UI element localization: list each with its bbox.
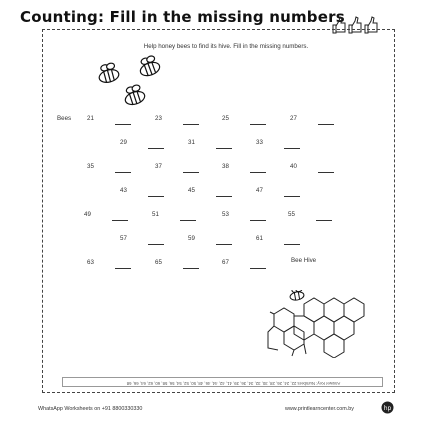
answer-blank[interactable] (250, 124, 266, 125)
given-number: 65 (155, 259, 162, 266)
given-number: 67 (222, 259, 229, 266)
bee-hive-label: Bee Hive (291, 257, 317, 264)
given-number: 59 (188, 235, 195, 242)
answer-blank[interactable] (284, 148, 300, 149)
given-number: 43 (120, 187, 127, 194)
answer-blank[interactable] (318, 124, 334, 125)
answer-blank[interactable] (183, 268, 199, 269)
answer-blank[interactable] (183, 124, 199, 125)
given-number: 45 (188, 187, 195, 194)
given-number: 61 (256, 235, 263, 242)
given-number: 49 (84, 211, 91, 218)
svg-text:hp: hp (383, 404, 392, 412)
row-label: Bees (57, 115, 72, 122)
hp-logo-icon (381, 401, 394, 414)
answer-blank[interactable] (112, 220, 128, 221)
given-number: 23 (155, 115, 162, 122)
answer-blank[interactable] (115, 172, 131, 173)
given-number: 40 (290, 163, 297, 170)
given-number: 33 (256, 139, 263, 146)
answer-blank[interactable] (148, 244, 164, 245)
given-number: 47 (256, 187, 263, 194)
answer-blank[interactable] (115, 124, 131, 125)
answer-blank[interactable] (250, 220, 266, 221)
given-number: 38 (222, 163, 229, 170)
bees-illustration (95, 52, 170, 112)
given-number: 25 (222, 115, 229, 122)
answer-blank[interactable] (148, 196, 164, 197)
given-number: 53 (222, 211, 229, 218)
footer-whatsapp: WhatsApp Worksheets on +91 8800330330 (38, 406, 143, 412)
answer-blank[interactable] (216, 148, 232, 149)
answer-blank[interactable] (216, 196, 232, 197)
given-number: 29 (120, 139, 127, 146)
answer-key-text: Answer Key: Numbers 22, 24, 26, 28, 30, 32, 34, 36, 39, 41, 42, 44, 46, 48, 50, 52, 54, 56, 58, 60, 62, 64, 66, 68 (126, 381, 341, 386)
answer-blank[interactable] (250, 268, 266, 269)
answer-blank[interactable] (180, 220, 196, 221)
answer-blank[interactable] (284, 196, 300, 197)
page-title: Counting: Fill in the missing numbers (20, 8, 345, 26)
answer-blank[interactable] (318, 172, 334, 173)
given-number: 57 (120, 235, 127, 242)
instruction-text: Help honey bees to find its hive. Fill in the missing numbers. (143, 43, 309, 50)
given-number: 55 (288, 211, 295, 218)
answer-blank[interactable] (148, 148, 164, 149)
answer-blank[interactable] (183, 172, 199, 173)
footer-website: www.printlearncenter.com.by (285, 406, 354, 412)
given-number: 35 (87, 163, 94, 170)
answer-blank[interactable] (316, 220, 332, 221)
beehive-illustration (264, 290, 369, 358)
answer-blank[interactable] (284, 244, 300, 245)
given-number: 37 (155, 163, 162, 170)
answer-blank[interactable] (216, 244, 232, 245)
given-number: 51 (152, 211, 159, 218)
answer-blank[interactable] (115, 268, 131, 269)
given-number: 31 (188, 139, 195, 146)
answer-blank[interactable] (250, 172, 266, 173)
given-number: 21 (87, 115, 94, 122)
given-number: 63 (87, 259, 94, 266)
given-number: 27 (290, 115, 297, 122)
